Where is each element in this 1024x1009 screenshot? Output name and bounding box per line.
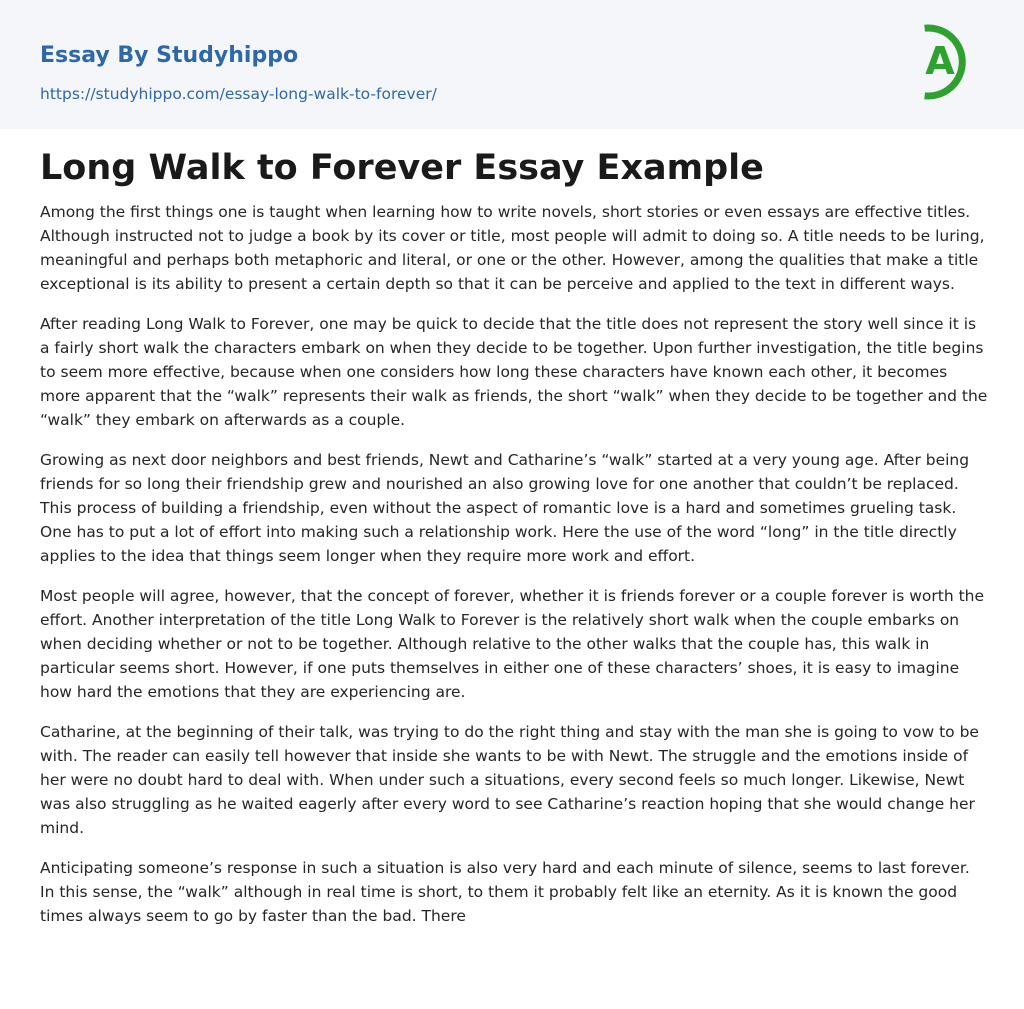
- essay-paragraph: Among the first things one is taught when learning how to write novels, short stories or even essays are effective titles. Although instructed not to judge a book by its cover or title, most people will admit to doing so. A title needs to be luring, meaningful and perhaps both metaphoric and literal, or one or the other. However, among the qualities that make a title exceptional is its ability to present a certain depth so that it can be perceive and applied to the text in different ways.: [40, 203, 985, 293]
- page-title: Long Walk to Forever Essay Example: [40, 148, 764, 188]
- source-url-link[interactable]: https://studyhippo.com/essay-long-walk-to-forever/: [40, 85, 437, 103]
- essay-paragraph: Catharine, at the beginning of their talk, was trying to do the right thing and stay with the man she is going to vow to be with. The reader can easily tell however that inside she wants to be with Newt. The struggle and the emotions inside of her were no doubt hard to deal with. When under such a situations, every second feels so much longer. Likewise, Newt was also struggling as he waited eagerly after every word to see Catharine’s reaction hoping that she would change her mind.: [40, 723, 979, 837]
- essay-paragraph: Most people will agree, however, that the concept of forever, whether it is friends forever or a couple forever is worth the effort. Another interpretation of the title Long Walk to Forever is the relatively short walk when the couple embarks on when deciding whether or not to be together. Although relative to the other walks that the couple has, this walk in particular seems short. However, if one puts themselves in either one of these characters’ shoes, it is easy to imagine how hard the emotions that they are experiencing are.: [40, 587, 985, 701]
- essay-paragraph: Anticipating someone’s response in such a situation is also very hard and each minute of silence, seems to last forever. In this sense, the “walk” although in real time is short, to them it probably felt like an eternity. As it is known the good times always seem to go by faster than the bad. There: [40, 859, 970, 925]
- brand-title[interactable]: Essay By Studyhippo: [40, 43, 299, 68]
- logo-icon[interactable]: [912, 18, 988, 106]
- essay-paragraph: After reading Long Walk to Forever, one may be quick to decide that the title does not represent the story well since it is a fairly short walk the characters embark on when they decide to be together. Upon further investigation, the title begins to seem more effective, because when one considers how long these characters have known each other, it becomes more apparent that the “walk” represents their walk as friends, the short “walk” when they decide to be together and the “walk” they embark on afterwards as a couple.: [40, 315, 988, 429]
- logo-letter: A: [925, 39, 955, 83]
- essay-paragraph: Growing as next door neighbors and best friends, Newt and Catharine’s “walk” started at a very young age. After being friends for so long their friendship grew and nourished an also growing love for one another that couldn’t be replaced. This process of building a friendship, even without the aspect of romantic love is a hard and sometimes grueling task. One has to put a lot of effort into making such a relationship work. Here the use of the word “long” in the title directly applies to the idea that things seem longer when they require more work and effort.: [40, 451, 970, 565]
- essay-body: [40, 200, 988, 944]
- site-header: [0, 0, 1024, 129]
